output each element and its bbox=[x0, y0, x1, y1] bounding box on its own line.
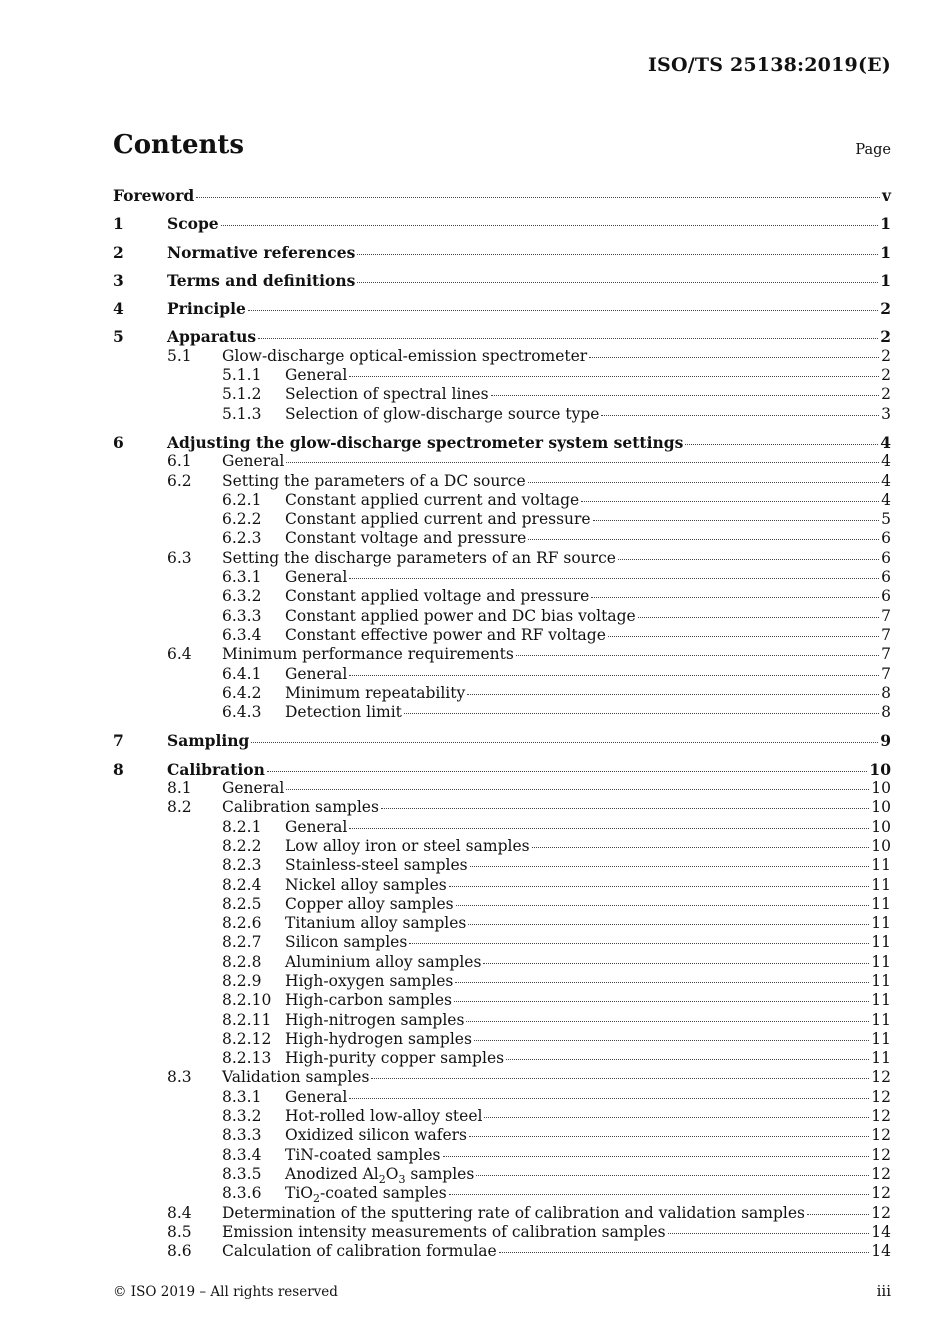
dot-leader bbox=[589, 357, 879, 358]
toc-entry-page: 9 bbox=[880, 731, 891, 751]
toc-entry[interactable] bbox=[113, 510, 891, 529]
toc-entry-number: 8.6 bbox=[167, 1242, 192, 1261]
toc-entry-title: Aluminium alloy samples bbox=[285, 952, 482, 971]
dot-leader bbox=[349, 828, 869, 829]
toc-entry-title: Setting the parameters of a DC source bbox=[222, 471, 526, 490]
toc-entry[interactable] bbox=[113, 933, 891, 952]
toc-entry-number: 6.3.4 bbox=[222, 625, 262, 644]
toc-entry-title: General bbox=[285, 366, 348, 385]
toc-entry-page: 1 bbox=[880, 214, 891, 234]
toc-entry-number: 8.1 bbox=[167, 779, 192, 798]
toc-entry-title: Glow-discharge optical-emission spectrometer bbox=[222, 346, 588, 365]
toc-entry-page: 12 bbox=[871, 1087, 891, 1106]
dot-leader bbox=[668, 1233, 870, 1234]
toc-entry-title: Selection of spectral lines bbox=[285, 385, 489, 404]
toc-entry-title: Silicon samples bbox=[285, 933, 408, 952]
toc-entry-page: 8 bbox=[881, 703, 891, 722]
toc-entry[interactable] bbox=[113, 1242, 891, 1261]
dot-leader bbox=[449, 886, 870, 887]
toc-entry[interactable] bbox=[113, 1165, 891, 1184]
toc-entry-title: Sampling bbox=[167, 731, 250, 751]
toc-entry-title: Nickel alloy samples bbox=[285, 875, 447, 894]
toc-entry-title: Stainless-steel samples bbox=[285, 856, 468, 875]
toc-entry-page: 12 bbox=[871, 1107, 891, 1126]
toc-entry[interactable] bbox=[113, 529, 891, 548]
toc-entry[interactable] bbox=[113, 1088, 891, 1107]
toc-entry-number: 8.3.2 bbox=[222, 1107, 262, 1126]
dot-leader bbox=[601, 415, 879, 416]
page-title: Contents bbox=[113, 130, 245, 160]
toc-entry-number: 4 bbox=[113, 299, 124, 319]
toc-entry-title: Foreword bbox=[113, 186, 195, 205]
toc-entry-title: Oxidized silicon wafers bbox=[285, 1126, 468, 1145]
dot-leader bbox=[491, 395, 880, 396]
dot-leader bbox=[618, 559, 879, 560]
dot-leader bbox=[349, 675, 879, 676]
toc-entry-page: 2 bbox=[881, 385, 891, 404]
toc-entry-title: High-hydrogen samples bbox=[285, 1029, 472, 1048]
toc-entry-title: Constant applied current and pressure bbox=[285, 510, 591, 529]
toc-entry-page: 12 bbox=[871, 1068, 891, 1087]
toc-entry-number: 8 bbox=[113, 759, 124, 779]
dot-leader bbox=[528, 539, 879, 540]
toc-entry-title: General bbox=[222, 779, 285, 798]
toc-entry-page: 2 bbox=[881, 366, 891, 385]
toc-entry[interactable] bbox=[113, 366, 891, 385]
toc-entry[interactable] bbox=[113, 243, 891, 262]
toc-entry-number: 8.3.6 bbox=[222, 1184, 262, 1203]
dot-leader bbox=[357, 254, 878, 255]
toc-entry-title: Constant effective power and RF voltage bbox=[285, 625, 606, 644]
toc-entry-title: TiO$_2$-coated samples bbox=[285, 1184, 447, 1206]
document-id: ISO/TS 25138:2019(E) bbox=[647, 54, 891, 76]
dot-leader bbox=[608, 636, 879, 637]
dot-leader bbox=[593, 520, 880, 521]
toc-entry-title: Constant applied voltage and pressure bbox=[285, 587, 590, 606]
toc-entry-number: 5.1.1 bbox=[222, 366, 262, 385]
toc-entry-number: 5.1.2 bbox=[222, 385, 262, 404]
toc-entry-number: 8.3.3 bbox=[222, 1126, 262, 1145]
toc-entry-number: 8.2.11 bbox=[222, 1010, 272, 1029]
toc-entry-number: 6.4.3 bbox=[222, 703, 262, 722]
toc-entry-page: 4 bbox=[881, 452, 891, 471]
toc-entry-number: 8.2.7 bbox=[222, 933, 262, 952]
toc-entry-page: 7 bbox=[881, 664, 891, 683]
table-of-contents bbox=[113, 186, 891, 1261]
toc-entry-page: 11 bbox=[871, 894, 891, 913]
toc-entry[interactable] bbox=[113, 972, 891, 991]
toc-entry-number: 6.4 bbox=[167, 645, 192, 664]
toc-entry-page: 5 bbox=[881, 510, 891, 529]
toc-entry[interactable] bbox=[113, 1049, 891, 1068]
page-column-label: Page bbox=[855, 142, 891, 158]
toc-entry-page: 10 bbox=[871, 836, 891, 855]
toc-entry[interactable] bbox=[113, 798, 891, 817]
toc-entry-page: 14 bbox=[871, 1242, 891, 1261]
toc-entry-number: 6.2.1 bbox=[222, 490, 262, 509]
dot-leader bbox=[381, 808, 869, 809]
dot-leader bbox=[221, 225, 879, 226]
toc-entry-page: 7 bbox=[881, 606, 891, 625]
toc-entry-title: Normative references bbox=[167, 242, 356, 262]
toc-entry[interactable] bbox=[113, 549, 891, 568]
toc-entry-title: Titanium alloy samples bbox=[285, 914, 467, 933]
toc-entry[interactable] bbox=[113, 818, 891, 837]
toc-entry[interactable] bbox=[113, 1223, 891, 1242]
toc-entry-title: Apparatus bbox=[167, 327, 257, 347]
toc-entry[interactable] bbox=[113, 271, 891, 290]
toc-entry[interactable] bbox=[113, 703, 891, 722]
toc-entry-title: Anodized $Al_2O_3$ samples bbox=[285, 1164, 475, 1186]
toc-entry-page: 8 bbox=[881, 683, 891, 702]
toc-entry[interactable] bbox=[113, 1011, 891, 1030]
toc-entry-number: 8.3.5 bbox=[222, 1164, 262, 1183]
toc-entry[interactable] bbox=[113, 1126, 891, 1145]
toc-entry-title: General bbox=[285, 664, 348, 683]
toc-entry-title: Calibration samples bbox=[222, 798, 379, 817]
toc-entry-page: 12 bbox=[871, 1203, 891, 1222]
toc-entry-number: 8.4 bbox=[167, 1203, 192, 1222]
toc-entry-page: 2 bbox=[880, 327, 891, 347]
toc-entry-number: 6.3 bbox=[167, 548, 192, 567]
dot-leader bbox=[349, 376, 879, 377]
dot-leader bbox=[638, 617, 879, 618]
toc-entry-page: 6 bbox=[881, 568, 891, 587]
dot-leader bbox=[286, 462, 879, 463]
toc-entry[interactable] bbox=[113, 186, 891, 205]
toc-entry-title: High-nitrogen samples bbox=[285, 1010, 465, 1029]
toc-entry-number: 8.2.12 bbox=[222, 1029, 272, 1048]
dot-leader bbox=[528, 482, 879, 483]
toc-entry-number: 6.3.1 bbox=[222, 568, 262, 587]
toc-entry-title: Constant voltage and pressure bbox=[285, 529, 527, 548]
toc-entry[interactable] bbox=[113, 645, 891, 664]
toc-entry-page: 11 bbox=[871, 991, 891, 1010]
toc-entry[interactable] bbox=[113, 856, 891, 875]
toc-entry-number: 8.2.2 bbox=[222, 836, 262, 855]
toc-entry-title: Detection limit bbox=[285, 703, 402, 722]
toc-entry-page: 6 bbox=[881, 587, 891, 606]
dot-leader bbox=[499, 1252, 870, 1253]
toc-entry-page: 3 bbox=[881, 404, 891, 423]
dot-leader bbox=[196, 197, 880, 198]
toc-entry-page: 7 bbox=[881, 645, 891, 664]
toc-entry-number: 8.3.4 bbox=[222, 1145, 262, 1164]
toc-entry[interactable] bbox=[113, 299, 891, 318]
toc-entry[interactable] bbox=[113, 731, 891, 750]
toc-entry-page: 11 bbox=[871, 1029, 891, 1048]
toc-entry-page: 12 bbox=[871, 1164, 891, 1183]
toc-entry-number: 6.2.3 bbox=[222, 529, 262, 548]
toc-entry-number: 6.1 bbox=[167, 452, 192, 471]
toc-entry[interactable] bbox=[113, 214, 891, 233]
toc-entry-page: 2 bbox=[880, 299, 891, 319]
toc-entry-number: 8.3 bbox=[167, 1068, 192, 1087]
toc-entry-page: 11 bbox=[871, 971, 891, 990]
toc-entry-page: 11 bbox=[871, 875, 891, 894]
toc-entry[interactable] bbox=[113, 385, 891, 404]
toc-entry-page: 2 bbox=[881, 346, 891, 365]
toc-entry-number: 8.2.10 bbox=[222, 991, 272, 1010]
toc-entry-title: High-purity copper samples bbox=[285, 1049, 505, 1068]
toc-entry-title: Low alloy iron or steel samples bbox=[285, 836, 530, 855]
toc-entry-number: 8.5 bbox=[167, 1222, 192, 1241]
toc-entry-page: 14 bbox=[871, 1222, 891, 1241]
toc-entry-number: 8.2.3 bbox=[222, 856, 262, 875]
toc-entry-page: 7 bbox=[881, 625, 891, 644]
dot-leader bbox=[404, 713, 879, 714]
toc-entry[interactable] bbox=[113, 607, 891, 626]
dot-leader bbox=[474, 1040, 869, 1041]
toc-entry-page: 10 bbox=[869, 759, 891, 779]
dot-leader bbox=[467, 694, 879, 695]
toc-entry[interactable] bbox=[113, 405, 891, 424]
toc-entry[interactable] bbox=[113, 779, 891, 798]
toc-entry-title: Minimum performance requirements bbox=[222, 645, 514, 664]
toc-entry[interactable] bbox=[113, 1184, 891, 1206]
toc-entry-page: 4 bbox=[881, 471, 891, 490]
dot-leader bbox=[483, 963, 869, 964]
toc-entry-number: 5.1 bbox=[167, 346, 192, 365]
dot-leader bbox=[371, 1078, 869, 1079]
dot-leader bbox=[455, 982, 869, 983]
toc-entry-title: Principle bbox=[167, 299, 246, 319]
toc-entry[interactable] bbox=[113, 914, 891, 933]
toc-entry-title: Copper alloy samples bbox=[285, 894, 454, 913]
toc-entry-number: 6.2 bbox=[167, 471, 192, 490]
toc-entry-page: 10 bbox=[871, 779, 891, 798]
toc-entry-page: 10 bbox=[871, 798, 891, 817]
toc-entry-title: Emission intensity measurements of calibration samples bbox=[222, 1222, 666, 1241]
toc-entry-number: 2 bbox=[113, 242, 124, 262]
dot-leader bbox=[516, 655, 879, 656]
toc-entry-page: 12 bbox=[871, 1126, 891, 1145]
toc-entry-number: 8.2.9 bbox=[222, 971, 262, 990]
dot-leader bbox=[258, 338, 878, 339]
toc-entry-number: 6.4.2 bbox=[222, 683, 262, 702]
toc-entry-title: General bbox=[285, 1087, 348, 1106]
toc-entry[interactable] bbox=[113, 837, 891, 856]
toc-entry[interactable] bbox=[113, 1107, 891, 1126]
toc-entry-title: Constant applied power and DC bias voltage bbox=[285, 606, 636, 625]
toc-entry[interactable] bbox=[113, 472, 891, 491]
toc-entry[interactable] bbox=[113, 452, 891, 471]
toc-entry-page: 11 bbox=[871, 1010, 891, 1029]
toc-entry-number: 6.2.2 bbox=[222, 510, 262, 529]
toc-entry[interactable] bbox=[113, 665, 891, 684]
toc-entry-number: 1 bbox=[113, 214, 124, 234]
toc-entry-page: 11 bbox=[871, 952, 891, 971]
dot-leader bbox=[466, 1021, 869, 1022]
toc-entry-page: 12 bbox=[871, 1184, 891, 1203]
toc-entry[interactable] bbox=[113, 587, 891, 606]
dot-leader bbox=[248, 310, 878, 311]
toc-entry[interactable] bbox=[113, 1030, 891, 1049]
toc-entry-title: Adjusting the glow-discharge spectrometer system settings bbox=[167, 432, 684, 452]
dot-leader bbox=[449, 1194, 870, 1195]
dot-leader bbox=[443, 1156, 870, 1157]
toc-entry[interactable] bbox=[113, 991, 891, 1010]
toc-entry-page: 4 bbox=[881, 490, 891, 509]
toc-entry-number: 8.2.13 bbox=[222, 1049, 272, 1068]
toc-entry-number: 7 bbox=[113, 731, 124, 751]
toc-entry-page: 11 bbox=[871, 1049, 891, 1068]
toc-entry-title: Calculation of calibration formulae bbox=[222, 1242, 497, 1261]
toc-entry[interactable] bbox=[113, 760, 891, 779]
toc-entry[interactable] bbox=[113, 347, 891, 366]
copyright-notice: © ISO 2019 – All rights reserved bbox=[113, 1284, 338, 1300]
toc-entry[interactable] bbox=[113, 1204, 891, 1223]
toc-entry-page: 11 bbox=[871, 856, 891, 875]
dot-leader bbox=[506, 1059, 869, 1060]
dot-leader bbox=[591, 597, 879, 598]
toc-entry-title: Determination of the sputtering rate of calibration and validation samples bbox=[222, 1203, 805, 1222]
toc-entry[interactable] bbox=[113, 491, 891, 510]
toc-entry[interactable] bbox=[113, 953, 891, 972]
toc-entry[interactable] bbox=[113, 895, 891, 914]
toc-entry-page: 10 bbox=[871, 817, 891, 836]
page-number: iii bbox=[876, 1282, 891, 1300]
toc-entry-title: General bbox=[285, 817, 348, 836]
dot-leader bbox=[357, 282, 878, 283]
toc-entry[interactable] bbox=[113, 626, 891, 645]
toc-entry-title: Hot-rolled low-alloy steel bbox=[285, 1107, 483, 1126]
dot-leader bbox=[409, 943, 869, 944]
dot-leader bbox=[454, 1001, 869, 1002]
toc-entry-title: Validation samples bbox=[222, 1068, 370, 1087]
toc-entry-title: Constant applied current and voltage bbox=[285, 490, 580, 509]
toc-entry-number: 8.2.4 bbox=[222, 875, 262, 894]
toc-entry-number: 5 bbox=[113, 327, 124, 347]
toc-entry-title: Scope bbox=[167, 214, 219, 234]
dot-leader bbox=[468, 924, 869, 925]
toc-entry-number: 8.2.1 bbox=[222, 817, 262, 836]
toc-entry-page: 11 bbox=[871, 933, 891, 952]
toc-entry-number: 5.1.3 bbox=[222, 404, 262, 423]
dot-leader bbox=[456, 905, 870, 906]
toc-entry-title: Terms and definitions bbox=[167, 270, 356, 290]
toc-entry-title: High-carbon samples bbox=[285, 991, 453, 1010]
toc-entry-number: 8.2.6 bbox=[222, 914, 262, 933]
dot-leader bbox=[581, 501, 879, 502]
toc-entry-number: 6.3.2 bbox=[222, 587, 262, 606]
dot-leader bbox=[267, 771, 868, 772]
toc-entry-number: 6 bbox=[113, 432, 124, 452]
dot-leader bbox=[251, 742, 878, 743]
dot-leader bbox=[470, 866, 870, 867]
toc-entry-number: 8.2.8 bbox=[222, 952, 262, 971]
toc-entry-number: 3 bbox=[113, 270, 124, 290]
toc-entry-page: 4 bbox=[880, 432, 891, 452]
toc-entry-title: Selection of glow-discharge source type bbox=[285, 404, 600, 423]
toc-entry[interactable] bbox=[113, 684, 891, 703]
dot-leader bbox=[349, 1098, 869, 1099]
toc-entry[interactable] bbox=[113, 876, 891, 895]
toc-entry[interactable] bbox=[113, 1146, 891, 1165]
toc-entry-page: 11 bbox=[871, 914, 891, 933]
dot-leader bbox=[807, 1214, 869, 1215]
toc-entry-page: v bbox=[881, 186, 891, 205]
dot-leader bbox=[286, 789, 869, 790]
toc-entry-title: General bbox=[222, 452, 285, 471]
dot-leader bbox=[469, 1136, 869, 1137]
toc-entry-title: High-oxygen samples bbox=[285, 971, 454, 990]
toc-entry-title: Setting the discharge parameters of an RF source bbox=[222, 548, 616, 567]
toc-entry-number: 6.4.1 bbox=[222, 664, 262, 683]
toc-entry-number: 8.2 bbox=[167, 798, 192, 817]
toc-entry-number: 8.3.1 bbox=[222, 1087, 262, 1106]
dot-leader bbox=[532, 847, 870, 848]
toc-entry[interactable] bbox=[113, 433, 891, 452]
toc-entry[interactable] bbox=[113, 568, 891, 587]
toc-entry-title: Calibration bbox=[167, 759, 265, 779]
toc-entry-number: 8.2.5 bbox=[222, 894, 262, 913]
dot-leader bbox=[476, 1175, 869, 1176]
toc-entry-title: Minimum repeatability bbox=[285, 683, 466, 702]
toc-entry-page: 1 bbox=[880, 242, 891, 262]
toc-entry-number: 6.3.3 bbox=[222, 606, 262, 625]
dot-leader bbox=[484, 1117, 869, 1118]
toc-entry-page: 1 bbox=[880, 270, 891, 290]
toc-entry[interactable] bbox=[113, 327, 891, 346]
dot-leader bbox=[685, 444, 878, 445]
toc-entry[interactable] bbox=[113, 1068, 891, 1087]
toc-entry-title: General bbox=[285, 568, 348, 587]
toc-entry-page: 6 bbox=[881, 548, 891, 567]
toc-entry-page: 12 bbox=[871, 1145, 891, 1164]
toc-entry-page: 6 bbox=[881, 529, 891, 548]
toc-entry-title: TiN-coated samples bbox=[285, 1145, 441, 1164]
dot-leader bbox=[349, 578, 879, 579]
